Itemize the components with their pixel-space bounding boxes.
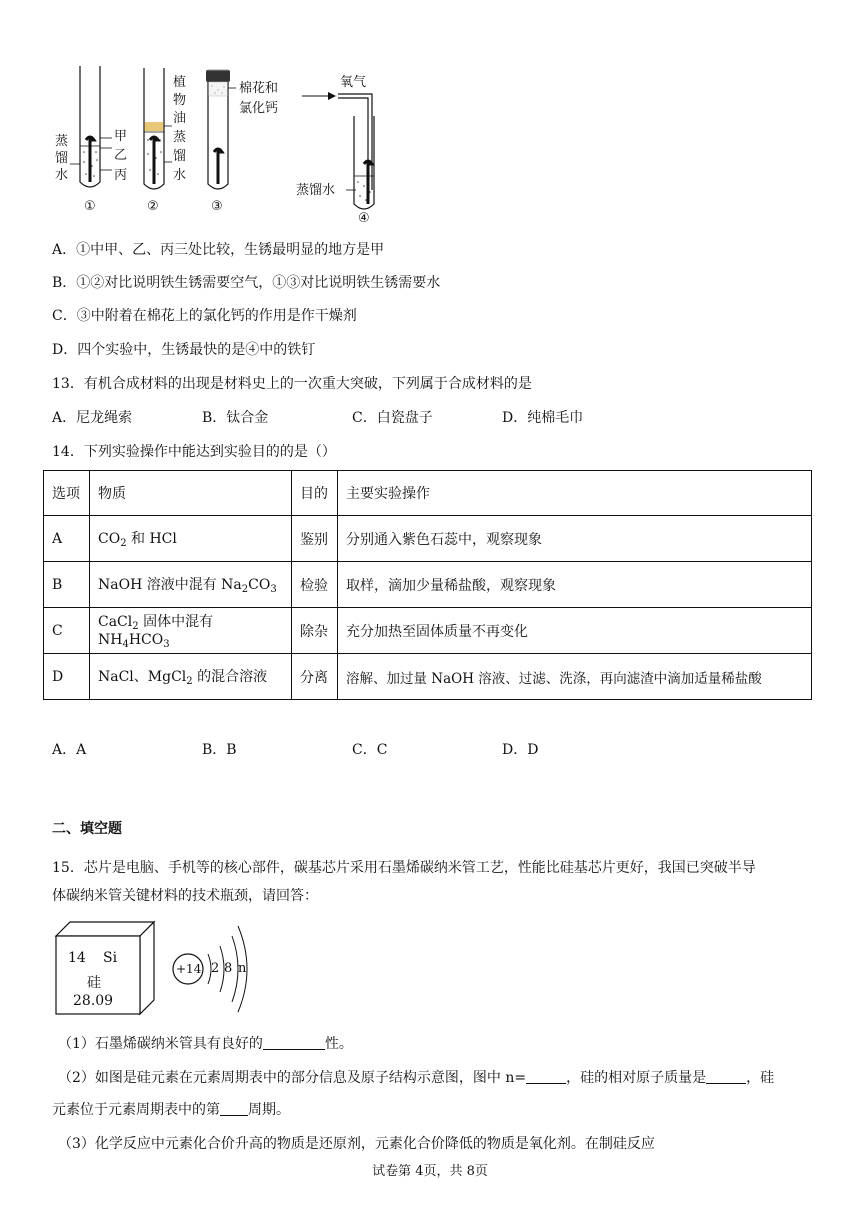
q13-option-b: B．钛合金	[202, 410, 269, 426]
row-a-substance: $CO_2$ 和 HCl	[90, 516, 292, 562]
row-d-purpose: 分离	[292, 654, 338, 700]
q14-stem: 14．下列实验操作中能达到实验目的的是（）	[52, 444, 336, 460]
row-b-substance: NaOH 溶液中混有 $Na_2CO_3$	[90, 562, 292, 608]
tube-1	[70, 66, 112, 187]
tube2-label-4: 蒸	[173, 130, 187, 145]
tube1-side-label-1: 蒸	[55, 134, 69, 149]
q15-sub2: （2）如图是硅元素在元素周期表中的部分信息及原子结构示意图，图中 n= ，硅的相对原子质量是 ，硅	[58, 1070, 775, 1086]
atom-shell-2: 8	[224, 961, 233, 976]
tube1-label-bing: 丙	[114, 168, 128, 183]
q15-sub2-line2: 元素位于元素周期表中的第 周期。	[52, 1102, 290, 1118]
tube2-label-1: 植	[173, 75, 187, 90]
q15-sub3: （3）化学反应中元素化合价升高的物质是还原剂，元素化合价降低的物质是氧化剂。在制硅反应	[58, 1136, 655, 1152]
row-c-purpose: 除杂	[292, 608, 338, 654]
table-row	[44, 516, 812, 562]
row-c-operation: 充分加热至固体质量不再变化	[338, 608, 812, 654]
q14-option-c: C．C	[352, 742, 388, 758]
q13-option-c: C．白瓷盘子	[352, 410, 433, 426]
header-operation: 主要实验操作	[338, 471, 812, 516]
table-header-row	[44, 471, 812, 516]
q15-stem-line1: 15．芯片是电脑、手机等的核心部件，碳基芯片采用石墨烯碳纳米管工艺，性能比硅基芯片更好，我国已突破半导	[52, 860, 756, 876]
tube2-label-6: 水	[173, 168, 187, 183]
row-b-purpose: 检验	[292, 562, 338, 608]
tube1-side-label-3: 水	[55, 168, 69, 183]
q12-option-a: A．①中甲、乙、丙三处比较，生锈最明显的地方是甲	[52, 242, 385, 258]
element-name: 硅	[87, 975, 101, 991]
tube1-number: ①	[84, 199, 96, 214]
row-d-substance: NaCl、MgCl$_2$ 的混合溶液	[90, 654, 292, 700]
tube2-label-3: 油	[173, 111, 187, 126]
answer-blank-1[interactable]	[263, 1035, 325, 1050]
tube4-gas-label: 氧气	[340, 75, 367, 90]
q12-option-c: C．③中附着在棉花上的氯化钙的作用是作干燥剂	[52, 308, 357, 324]
q12-option-d: D．四个实验中，生锈最快的是④中的铁钉	[52, 342, 316, 358]
q13-stem: 13．有机合成材料的出现是材料史上的一次重大突破，下列属于合成材料的是	[52, 376, 532, 392]
table-row	[44, 608, 812, 654]
tube2-label-5: 馏	[173, 149, 187, 164]
page-footer: 试卷第 4页，共 8页	[372, 1164, 488, 1179]
table-row	[44, 654, 812, 700]
q15-sub1: （1）石墨烯碳纳米管具有良好的 性。	[58, 1036, 353, 1052]
tube-2	[144, 68, 172, 189]
element-mass: 28.09	[73, 993, 114, 1009]
tube3-label-2: 氯化钙	[239, 101, 279, 116]
row-b-operation: 取样，滴加少量稀盐酸，观察现象	[338, 562, 812, 608]
header-option: 选项	[44, 471, 90, 516]
header-substance: 物质	[90, 471, 292, 516]
row-c-option: C	[44, 608, 90, 654]
section-title: 二、填空题	[52, 821, 122, 837]
row-d-operation: 溶解、加过量 NaOH 溶液、过滤、洗涤，再向滤渣中滴加适量稀盐酸	[338, 654, 812, 700]
q13-option-a: A．尼龙绳索	[52, 410, 133, 426]
tube4-number: ④	[358, 211, 370, 226]
tube1-side-label-2: 馏	[55, 151, 69, 166]
answer-blank-mass[interactable]	[706, 1069, 746, 1084]
row-b-option: B	[44, 562, 90, 608]
answer-blank-n[interactable]	[526, 1069, 566, 1084]
header-purpose: 目的	[292, 471, 338, 516]
row-c-substance: CaCl$_2$ 固体中混有 $NH_4HCO_3$	[90, 608, 292, 654]
row-d-option: D	[44, 654, 90, 700]
tube-3	[206, 70, 236, 189]
table-row	[44, 562, 812, 608]
tube2-number: ②	[147, 199, 159, 214]
tube4-water-label: 蒸馏水	[296, 183, 336, 198]
tube3-label-1: 棉花和	[239, 81, 279, 96]
atom-shell-3: n	[238, 961, 247, 976]
q14-table	[43, 470, 812, 700]
q14-option-a: A．A	[52, 742, 87, 758]
q12-option-b: B．①②对比说明铁生锈需要空气，①③对比说明铁生锈需要水	[52, 275, 441, 291]
tube3-number: ③	[211, 199, 223, 214]
q13-option-d: D．纯棉毛巾	[502, 410, 584, 426]
q15-stem-line2: 体碳纳米管关键材料的技术瓶颈，请回答：	[52, 888, 318, 904]
element-symbol: Si	[103, 950, 118, 966]
tube1-label-jia: 甲	[114, 129, 128, 144]
row-a-operation: 分别通入紫色石蕊中，观察现象	[338, 516, 812, 562]
atom-nucleus: +14	[176, 962, 202, 976]
row-a-purpose: 鉴别	[292, 516, 338, 562]
row-a-option: A	[44, 516, 90, 562]
answer-blank-period[interactable]	[220, 1101, 248, 1116]
tube1-label-yi: 乙	[114, 148, 128, 163]
atom-shell-1: 2	[211, 961, 220, 976]
tube2-label-2: 物	[173, 93, 187, 108]
q14-option-d: D．D	[502, 742, 539, 758]
element-number: 14	[68, 950, 86, 966]
q14-option-b: B．B	[202, 742, 237, 758]
